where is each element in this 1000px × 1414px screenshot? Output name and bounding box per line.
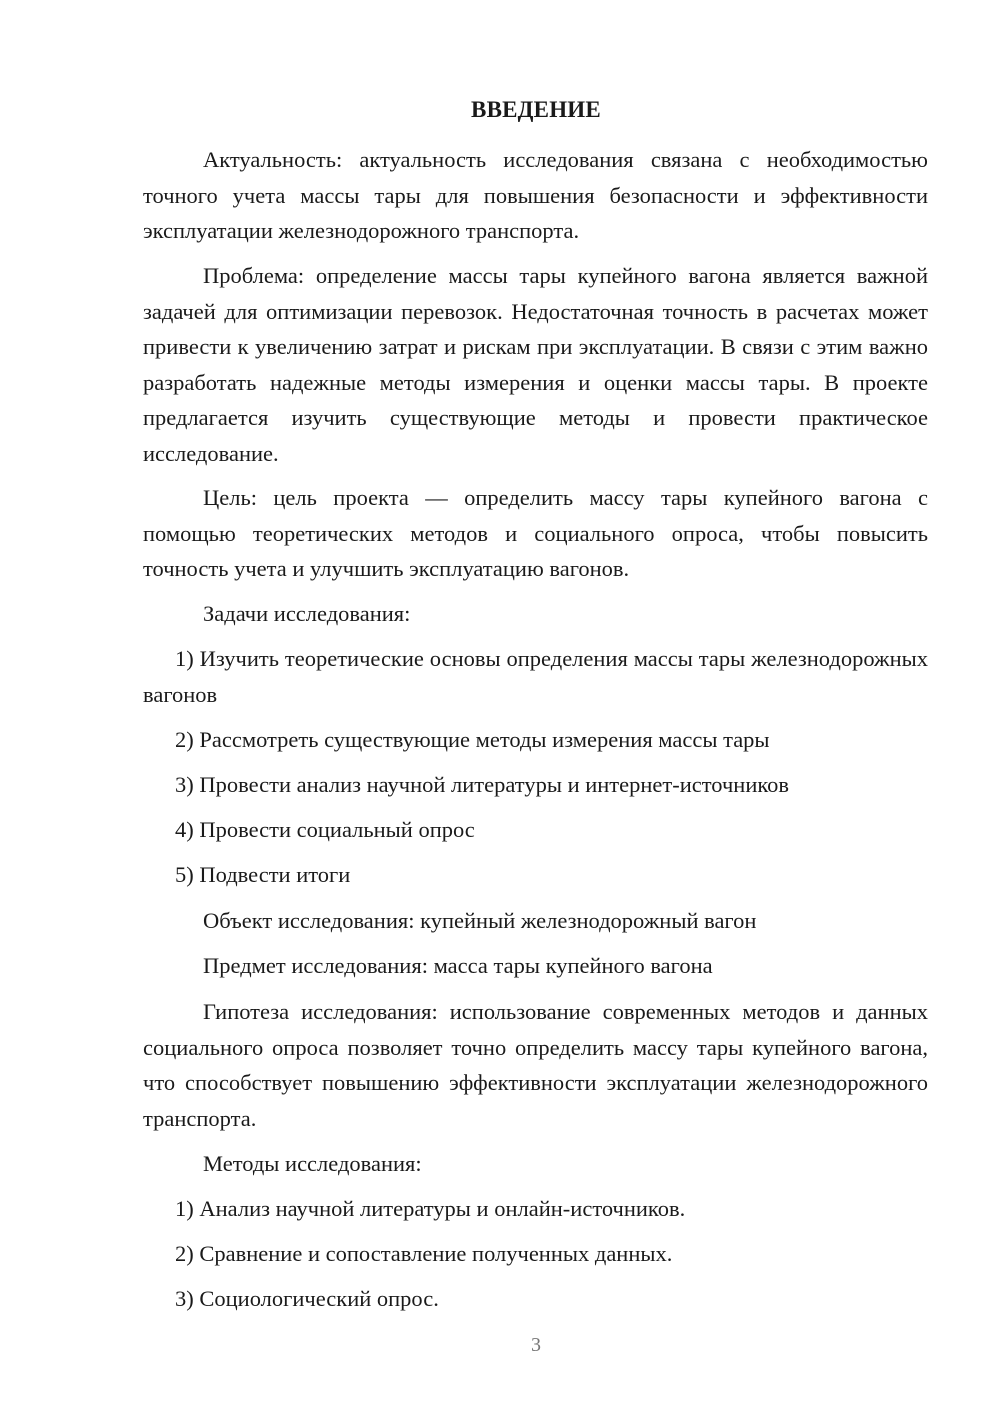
paragraph-goal: Цель: цель проекта — определить массу тары купейного вагона с помощью теоретических методов и социального опроса, чтобы повысить точность учета и улучшить эксплуатацию вагонов. bbox=[143, 485, 928, 581]
paragraph-problem: Проблема: определение массы тары купейного вагона является важной задачей для оптимизации перевозок. Недостаточная точность в расчетах может привести к увеличению затрат и рискам при эксплуатации. В связи с этим важно разработать надежные методы измерения и оценки массы тары. В проекте предлагается изучить существующие методы и провести практическое исследование. bbox=[143, 263, 928, 466]
paragraph-object: Объект исследования: купейный железнодорожный вагон bbox=[203, 908, 757, 933]
paragraph-relevance: Актуальность: актуальность исследования связана с необходимостью точного учета массы тары для повышения безопасности и эффективности эксплуатации железнодорожного транспорта. bbox=[143, 147, 928, 243]
paragraph-hypothesis: Гипотеза исследования: использование современных методов и данных социального опроса позволяет точно определить массу тары купейного вагона, что способствует повышению эффективности эксплуатации железнодорожного транспорта. bbox=[143, 999, 928, 1131]
task-item: 3) Провести анализ научной литературы и интернет-источников bbox=[175, 772, 790, 797]
task-item: 4) Провести социальный опрос bbox=[175, 817, 475, 842]
method-item: 1) Анализ научной литературы и онлайн-источников. bbox=[175, 1196, 686, 1221]
paragraph-subject: Предмет исследования: масса тары купейного вагона bbox=[203, 953, 713, 978]
page-number: 3 bbox=[531, 1334, 541, 1356]
page-title: ВВЕДЕНИЕ bbox=[471, 97, 601, 122]
methods-heading: Методы исследования: bbox=[203, 1151, 422, 1176]
task-item: 1) Изучить теоретические основы определения массы тары железнодорожных вагонов bbox=[143, 646, 928, 707]
tasks-heading: Задачи исследования: bbox=[203, 601, 411, 626]
task-item: 5) Подвести итоги bbox=[175, 862, 351, 887]
method-item: 2) Сравнение и сопоставление полученных данных. bbox=[175, 1241, 673, 1266]
method-item: 3) Социологический опрос. bbox=[175, 1286, 439, 1311]
task-item: 2) Рассмотреть существующие методы измерения массы тары bbox=[175, 727, 770, 752]
